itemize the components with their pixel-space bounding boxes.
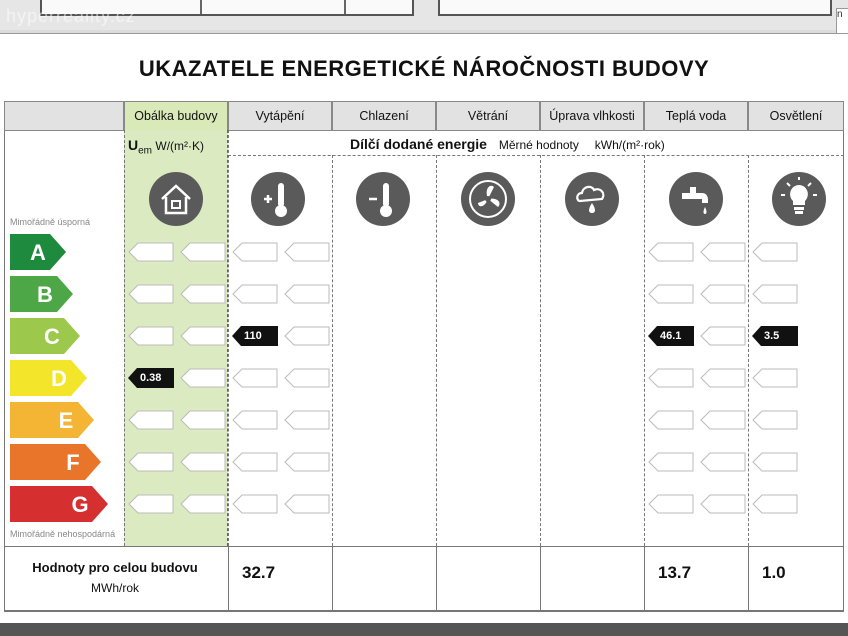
energy-class-letter: B [37,282,53,307]
page-title: UKAZATELE ENERGETICKÉ NÁROČNOSTI BUDOVY [138,56,710,81]
header-blank [4,101,124,131]
lightbulb-icon [771,171,827,227]
humidity-cloud-icon [564,171,620,227]
divider [748,155,749,546]
watermark: hyperreality.cz [6,6,136,26]
u-subscript: em [138,145,153,157]
energy-class-a [10,234,68,270]
divider [748,546,749,610]
empty-class-tag [232,284,278,304]
energy-class-letter: E [58,408,74,433]
divider [644,155,645,546]
u-value-label [128,137,204,156]
divider [200,0,202,14]
empty-class-tag [180,452,226,472]
totals-label: Hodnoty pro celou budovu [32,560,198,575]
empty-class-tag [180,494,226,514]
energy-class-f [10,444,103,480]
divider [124,130,125,546]
divider [540,155,541,546]
total-hot-water: 13.7 [658,563,692,582]
column-header-humidity: Úprava vlhkosti [540,101,644,131]
empty-class-tag [128,494,174,514]
sub-header-note: Měrné hodnoty [498,138,579,152]
indicator-tag [648,326,694,346]
energy-class-letter: C [44,324,60,349]
energy-sheet [0,33,848,624]
indicator-value: 46.1 [660,330,682,342]
empty-class-tag [232,410,278,430]
empty-class-tag [648,410,694,430]
totals-row [4,546,844,612]
empty-class-tag [284,368,330,388]
faucet-icon [668,171,724,227]
empty-class-tag [284,452,330,472]
empty-class-tag [180,242,226,262]
divider [436,155,437,546]
indicator-tag [232,326,278,346]
empty-class-tag [700,326,746,346]
sub-header-title: Dílčí dodané energie [350,136,487,152]
empty-class-tag [648,452,694,472]
indicator-value: 0.38 [140,372,162,384]
empty-class-tag [232,368,278,388]
empty-class-tag [284,494,330,514]
divider [436,546,437,610]
u-unit: W/(m²·K) [155,139,205,153]
empty-class-tag [284,242,330,262]
divider [228,546,229,610]
empty-class-tag [284,284,330,304]
empty-class-tag [648,368,694,388]
empty-class-tag [648,284,694,304]
empty-class-tag [232,452,278,472]
thermometer-minus-icon [355,171,411,227]
empty-class-tag [752,494,798,514]
empty-class-tag [700,242,746,262]
sub-header-unit: kWh/(m²·rok) [594,138,665,152]
empty-class-tag [752,242,798,262]
sub-header [232,136,844,152]
energy-class-e [10,402,96,438]
empty-class-tag [128,284,174,304]
column-header-hot-water: Teplá voda [644,101,748,131]
energy-class-d [10,360,89,396]
divider [332,546,333,610]
energy-class-b [10,276,75,312]
empty-class-tag [284,410,330,430]
fan-icon [460,171,516,227]
energy-class-letter: D [51,366,67,391]
scale-top-label: Mimořádně úsporná [10,217,91,227]
column-header-lighting: Osvětlení [748,101,844,131]
divider [344,0,346,14]
indicator-value: 3.5 [764,330,780,342]
divider [228,130,229,546]
total-heating: 32.7 [242,563,276,582]
indicator-tag [752,326,798,346]
empty-class-tag [648,242,694,262]
empty-class-tag [700,368,746,388]
column-header-ventilation: Větrání [436,101,540,131]
energy-class-g [10,486,110,522]
energy-class-c [10,318,82,354]
energy-class-letter: A [30,240,46,265]
indicator-value: 110 [244,330,262,342]
empty-class-tag [752,410,798,430]
empty-class-tag [128,452,174,472]
divider [228,155,844,156]
divider [540,546,541,610]
empty-class-tag [700,410,746,430]
empty-class-tag [180,368,226,388]
energy-class-letter: F [66,450,80,475]
total-lighting: 1.0 [762,563,786,582]
bottom-bar [0,623,848,636]
empty-class-tag [128,326,174,346]
side-snippet: n [836,8,848,46]
house-icon [148,171,204,227]
empty-class-tag [752,284,798,304]
empty-class-tag [232,494,278,514]
empty-class-tag [128,410,174,430]
u-symbol: U [128,137,139,153]
totals-unit: MWh/rok [91,581,139,595]
empty-class-tag [284,326,330,346]
empty-class-tag [180,284,226,304]
indicator-tag [128,368,174,388]
divider [332,155,333,546]
empty-class-tag [180,410,226,430]
empty-class-tag [180,326,226,346]
energy-class-letter: G [71,492,89,517]
empty-class-tag [700,494,746,514]
thermometer-plus-icon [250,171,306,227]
empty-class-tag [128,242,174,262]
empty-class-tag [648,494,694,514]
column-header-cooling: Chlazení [332,101,436,131]
empty-class-tag [700,284,746,304]
empty-class-tag [232,242,278,262]
empty-class-tag [752,368,798,388]
top-panel-right [438,0,832,16]
scale-bottom-label: Mimořádně nehospodárná [10,529,116,539]
empty-class-tag [700,452,746,472]
divider [644,546,645,610]
column-header-heating: Vytápění [228,101,332,131]
empty-class-tag [752,452,798,472]
column-header-envelope: Obálka budovy [124,101,228,131]
